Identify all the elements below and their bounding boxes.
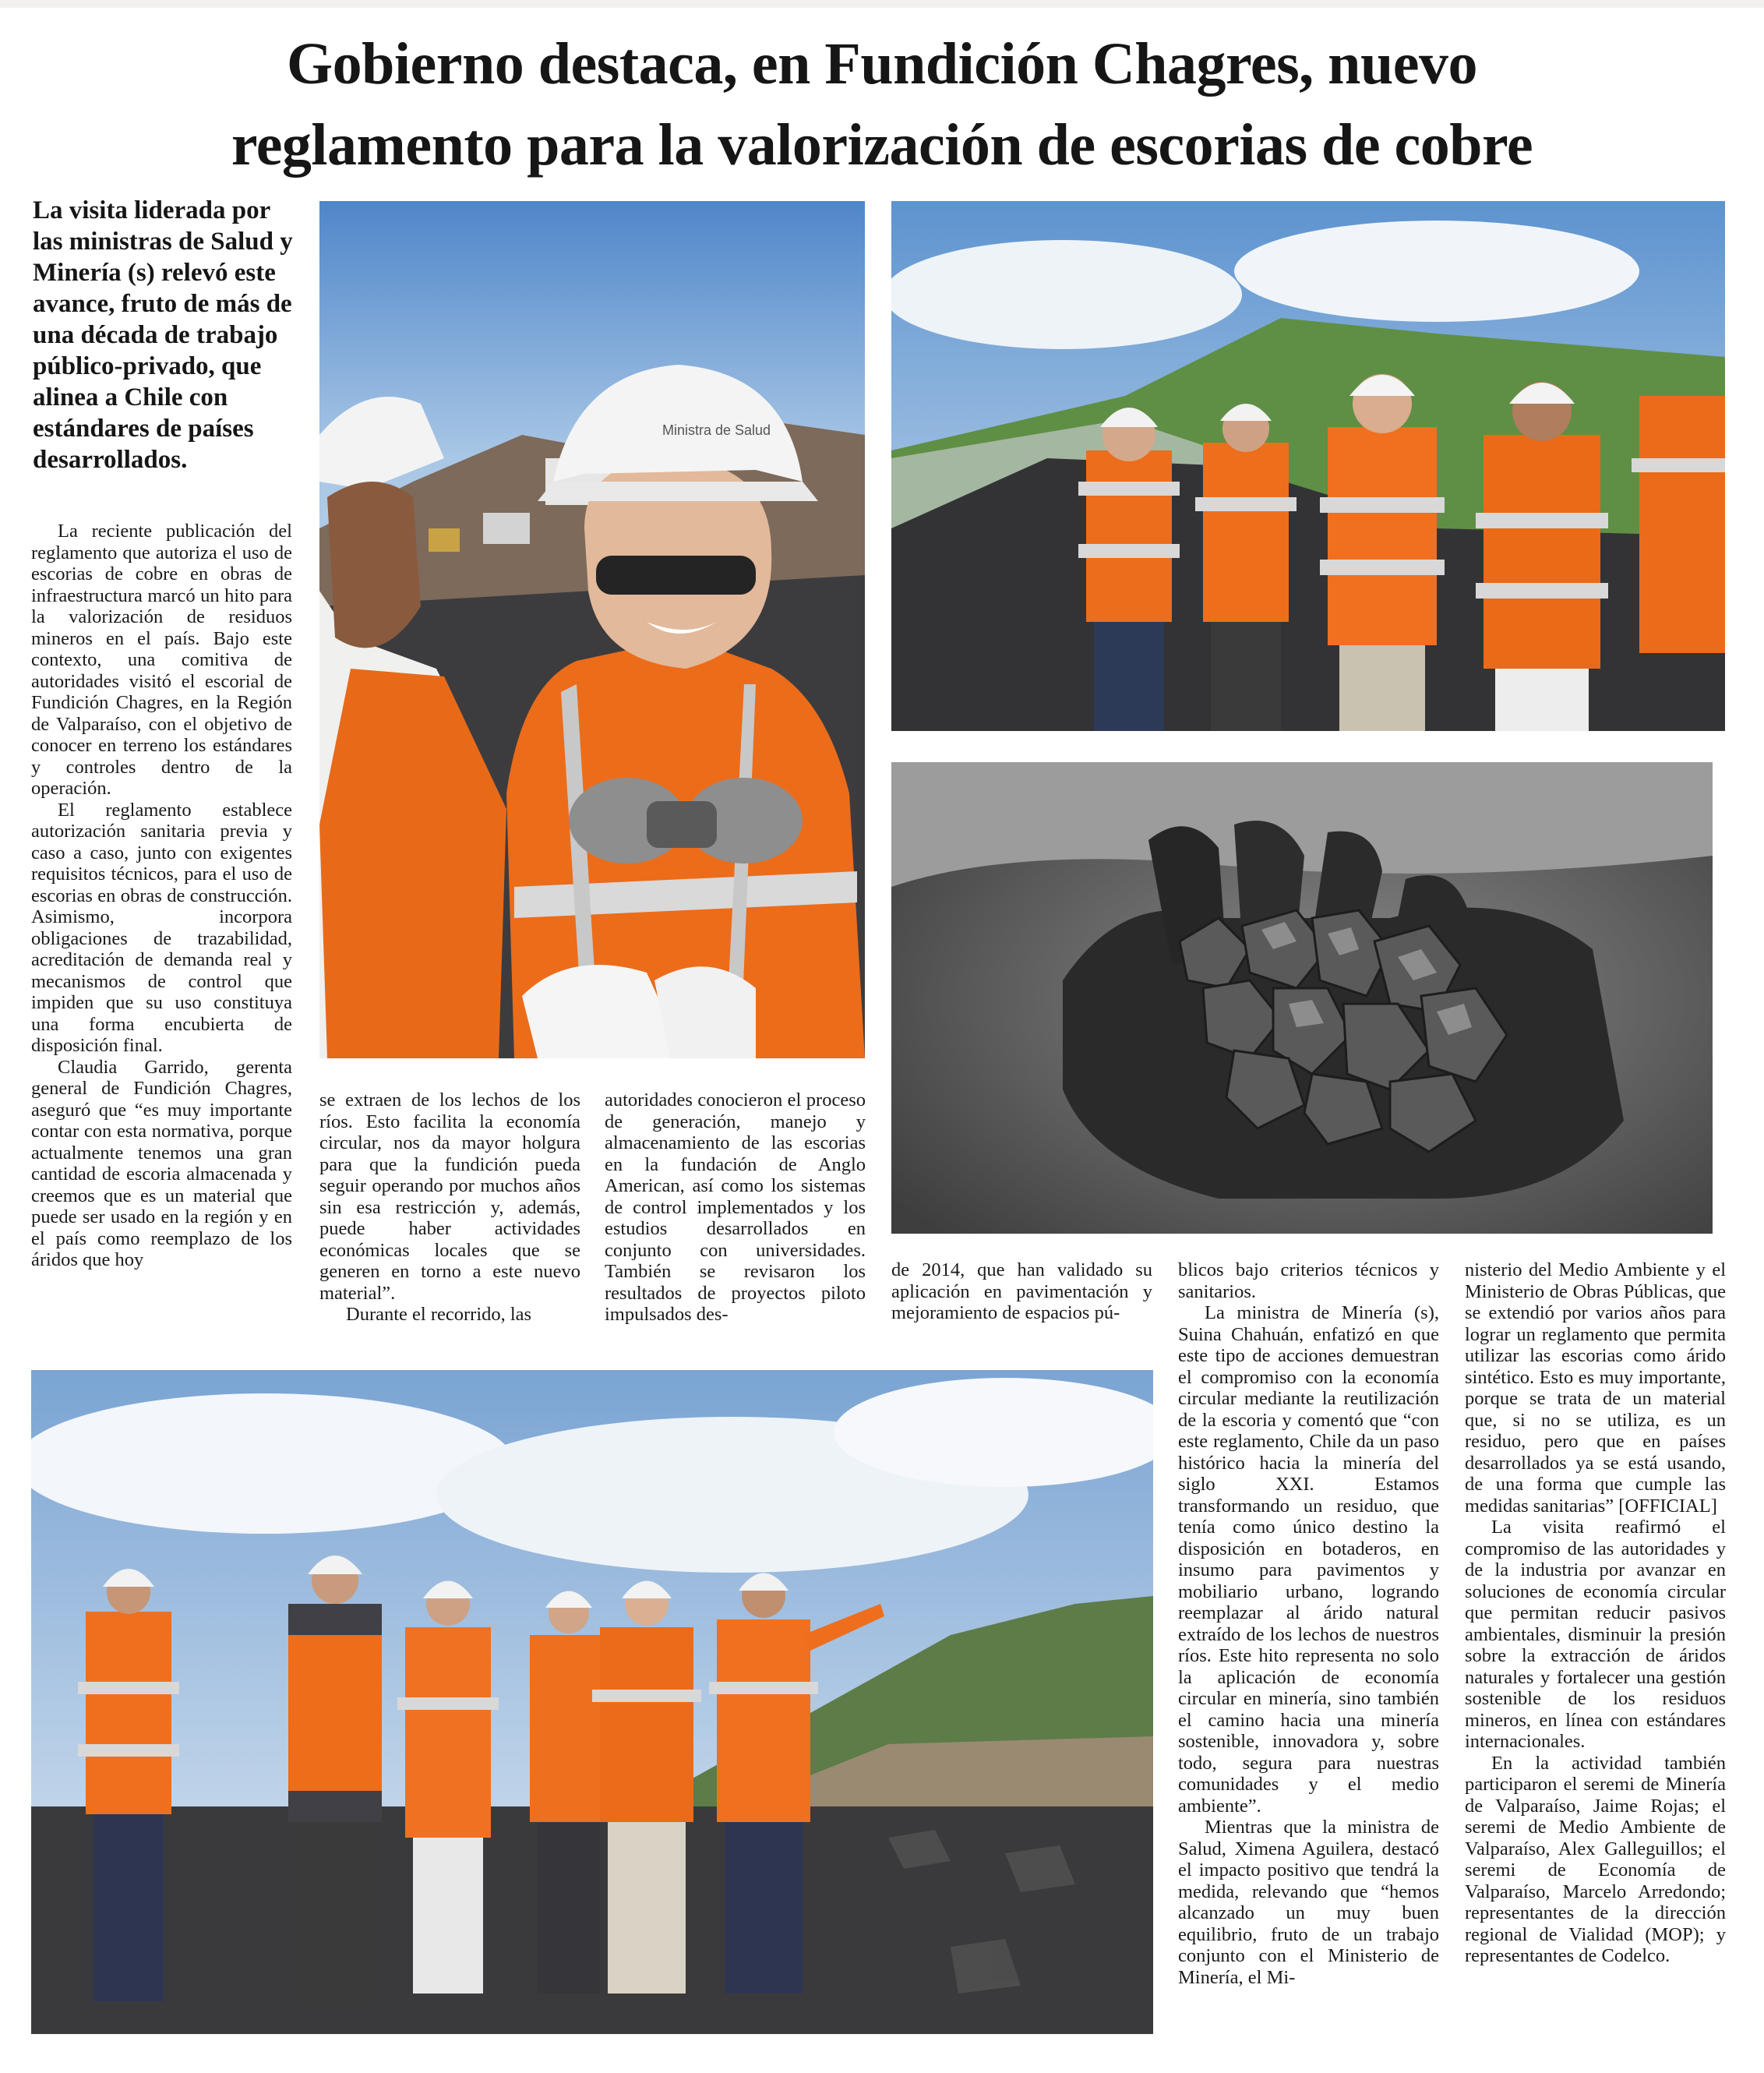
body-column-4	[891, 1259, 1152, 1337]
photo-minister-portrait	[319, 201, 865, 1058]
col4-paragraph-1: de 2014, que han validado su aplicación en pavimentación y mejoramiento de espacios pú-	[891, 1259, 1152, 1323]
col5-paragraph-2: La ministra de Minería (s), Suina Chahuán, enfatizó en que este tipo de acciones demuestran el compromiso con la economía circular mediante la reutilización de la escoria y comentó que “con este reglamento, Chile da un paso histórico hacia la minería del siglo XXI. Estamos transformando un residuo, que tenía como único destino la disposición en botaderos, en insumo para pavimentos y mobiliario urbano, logrando reemplazar al árido natural extraído de los lechos de nuestros ríos. Este hito representa no solo la aplicación de economía circular en minería, sino también el camino hacia una minería sostenible, innovadora y, sobre todo, segura para nuestras comunidades y el medio ambiente”.	[1178, 1302, 1439, 1817]
headline	[31, 23, 1733, 185]
col2-paragraph-1: se extraen de los lechos de los ríos. Esto facilita la economía circular, nos da mayor holgura para que la fundición pueda seguir operando por muchos años sin esa restricción y, además, puede haber actividades económicas locales que se generen en torno a este nuevo material”.	[319, 1089, 580, 1304]
headline-line-1: Gobierno destaca, en Fundición Chagres, nuevo	[287, 31, 1477, 97]
helmet-label: Ministra de Salud	[662, 422, 771, 438]
col6-paragraph-1: nisterio del Medio Ambiente y el Ministerio de Obras Públicas, que se extendió por varios años para lograr un reglamento que permita utilizar las escorias como árido sintético. Esto es muy importante, porque se trata de un material que, si no se utiliza, es un residuo, pero que en países desarrollados ya se está usando, de una forma que cumple las medidas sanitarias” [OFFICIAL]	[1465, 1259, 1726, 1517]
headline-line-2: reglamento para la valorización de escorias de cobre	[231, 112, 1533, 178]
col3-paragraph-1: autoridades conocieron el proceso de generación, manejo y almacenamiento de las escorias en la fundación de Anglo American, así como los sistemas de control implementados y los estudios desarrollados en conjunto con universidades. También se revisaron los resultados de proyectos piloto impulsados des-	[605, 1089, 866, 1325]
top-rule	[0, 0, 1764, 8]
col5-paragraph-3: Mientras que la ministra de Salud, Ximena Aguilera, destacó el impacto positivo que tendrá la medida, relevando que “hemos alcanzado un muy buen equilibrio, fruto de un trabajo conjunto con el Ministerio de Minería, el Mi-	[1178, 1817, 1439, 1988]
photo-hand-holding-slag	[891, 762, 1713, 1234]
photo-group-slag-heap	[891, 201, 1725, 731]
col1-paragraph-2: El reglamento establece autorización sanitaria previa y caso a caso, junto con exigentes requisitos técnicos, para el uso de escorias en obras de construcción. Asimismo, incorpora obligaciones de trazabilidad, acreditación de demanda real y mecanismos de control que impiden que su uso constituya una forma encubierta de disposición final.	[31, 799, 292, 1056]
body-column-2	[319, 1089, 580, 1339]
col1-paragraph-3: Claudia Garrido, gerenta general de Fundición Chagres, aseguró que “es muy importante contar con esta normativa, porque actualmente tenemos una gran cantidad de escoria almacenada y creemos que es un material que puede ser usado en la región y en el país como reemplazo de los áridos que hoy	[31, 1056, 292, 1270]
body-column-5	[1178, 1259, 1439, 2039]
col1-paragraph-1: La reciente publicación del reglamento que autoriza el uso de escorias de cobre en obras de infraestructura marcó un hito para la valorización de residuos mineros en el país. Bajo este contexto, una comitiva de autoridades visitó el escorial de Fundición Chagres, en la Región de Valparaíso, con el objetivo de conocer en terreno los estándares y controles dentro de la operación.	[31, 521, 292, 799]
col2-paragraph-2: Durante el recorrido, las	[346, 1304, 532, 1325]
body-column-1	[31, 521, 292, 1331]
lead-paragraph: La visita liderada por las ministras de Salud y Minería (s) relevó este avance, fruto de más de una década de trabajo público-privado, que alinea a Chile con estándares de países desarrollados.	[33, 196, 293, 474]
body-column-6	[1465, 1259, 1726, 2039]
photo-group-pointing	[31, 1370, 1153, 2034]
col5-paragraph-1: blicos bajo criterios técnicos y sanitarios.	[1178, 1259, 1439, 1302]
body-column-3	[605, 1089, 866, 1339]
col6-paragraph-2: La visita reafirmó el compromiso de las autoridades y de la industria por avanzar en soluciones de economía circular que permitan reducir pasivos ambientales, disminuir la presión sobre la extracción de áridos naturales y fortalecer una gestión sostenible de los residuos mineros, en línea con estándares internacionales.	[1465, 1517, 1726, 1752]
col6-paragraph-3: En la actividad también participaron el seremi de Minería de Valparaíso, Jaime Rojas; el seremi de Medio Ambiente de Valparaíso, Alex Galleguillos; el seremi de Economía de Valparaíso, Marcelo Arredondo; representantes de la dirección regional de Vialidad (MOP); y representantes de Codelco.	[1465, 1752, 1726, 1966]
